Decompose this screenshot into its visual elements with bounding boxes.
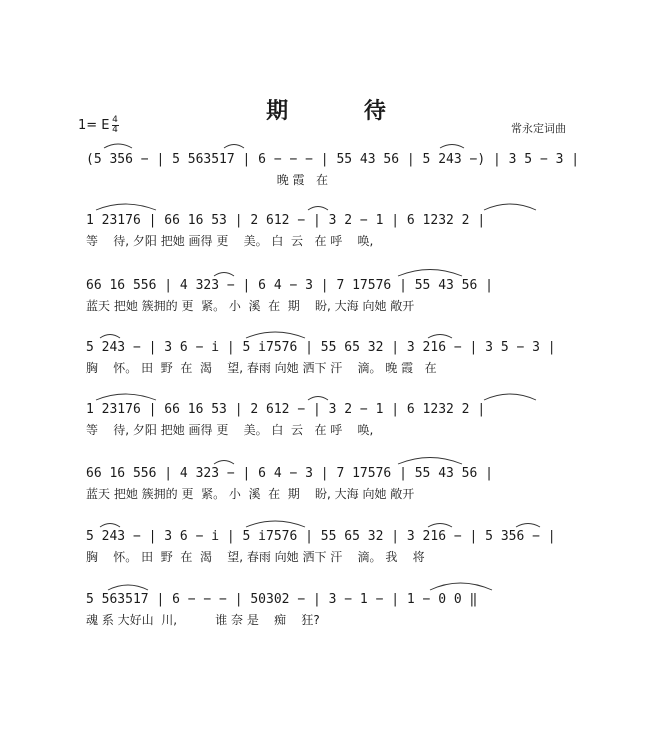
slur-arc	[398, 270, 462, 277]
lyrics-line: 魂 系 大好山 川, 谁 奈 是 痴 狂?	[86, 613, 320, 627]
lyrics-line: 胸 怀。 田 野 在 渴 望, 春雨 向她 洒下 汗 滴。 晚 霞 在	[86, 361, 437, 375]
slur-arc	[108, 585, 148, 590]
slur-arc	[484, 394, 536, 400]
lyrics-line: 蓝天 把她 簇拥的 更 紧。 小 溪 在 期 盼, 大海 向她 敞开	[86, 487, 415, 501]
slur-arc	[96, 394, 156, 400]
lyrics-line: 晚 霞 在	[86, 173, 328, 187]
slur-arc	[440, 145, 464, 149]
lyrics-line: 等 待, 夕阳 把她 画得 更 美。 白 云 在 呼 唤,	[86, 234, 374, 248]
slur-arc	[430, 583, 492, 590]
slur-arc	[428, 524, 452, 528]
notes-line: 66 16 556 | 4 323 − | 6 4 − 3 | 7 17576 | 55 43 56 |	[86, 466, 493, 481]
lyrics-line: 蓝天 把她 簇拥的 更 紧。 小 溪 在 期 盼, 大海 向她 敞开	[86, 299, 415, 313]
notes-line: 5 243 − | 3 6 − i | 5 i7576 | 55 65 32 | 3 216 − | 3 5 − 3 |	[86, 340, 556, 355]
slur-arc	[100, 524, 120, 528]
composer-credit: 常永定词曲	[511, 122, 566, 135]
notes-line: 5 563517 | 6 − − − | 50302 − | 3 − 1 − | 1 − 0 0 ‖	[86, 592, 478, 607]
slur-arc	[96, 204, 156, 210]
song-title: 期 待	[266, 99, 420, 124]
slur-arc	[214, 461, 234, 465]
slur-arc	[246, 332, 305, 338]
lyrics-line: 等 待, 夕阳 把她 画得 更 美。 白 云 在 呼 唤,	[86, 423, 374, 437]
lyrics-line: 胸 怀。 田 野 在 渴 望, 春雨 向她 洒下 汗 滴。 我 将	[86, 550, 425, 564]
notes-line: (5 356 − | 5 563517 | 6 − − − | 55 43 56 | 5 243 −) | 3 5 − 3 |	[86, 152, 580, 167]
notes-line: 1 23176 | 66 16 53 | 2 612 − | 3 2 − 1 | 6 1232 2 |	[86, 213, 486, 228]
slur-arc	[398, 458, 462, 465]
key-signature: 1= E	[78, 118, 110, 133]
meter-bottom: 4	[112, 125, 118, 135]
slur-arc	[308, 397, 328, 401]
meter-top: 4	[112, 115, 118, 125]
slur-arc	[428, 335, 452, 339]
notes-line: 5 243 − | 3 6 − i | 5 i7576 | 55 65 32 | 3 216 − | 5 356 − |	[86, 529, 556, 544]
slur-arc	[214, 273, 234, 277]
slur-arc	[308, 207, 328, 211]
notes-line: 1 23176 | 66 16 53 | 2 612 − | 3 2 − 1 | 6 1232 2 |	[86, 402, 486, 417]
slur-arc	[104, 144, 132, 148]
slur-arc	[246, 521, 305, 527]
slur-arc	[516, 524, 540, 528]
slur-arc	[484, 204, 536, 210]
slur-arc	[224, 145, 244, 149]
notes-line: 66 16 556 | 4 323 − | 6 4 − 3 | 7 17576 | 55 43 56 |	[86, 278, 493, 293]
slur-arc	[100, 335, 120, 339]
